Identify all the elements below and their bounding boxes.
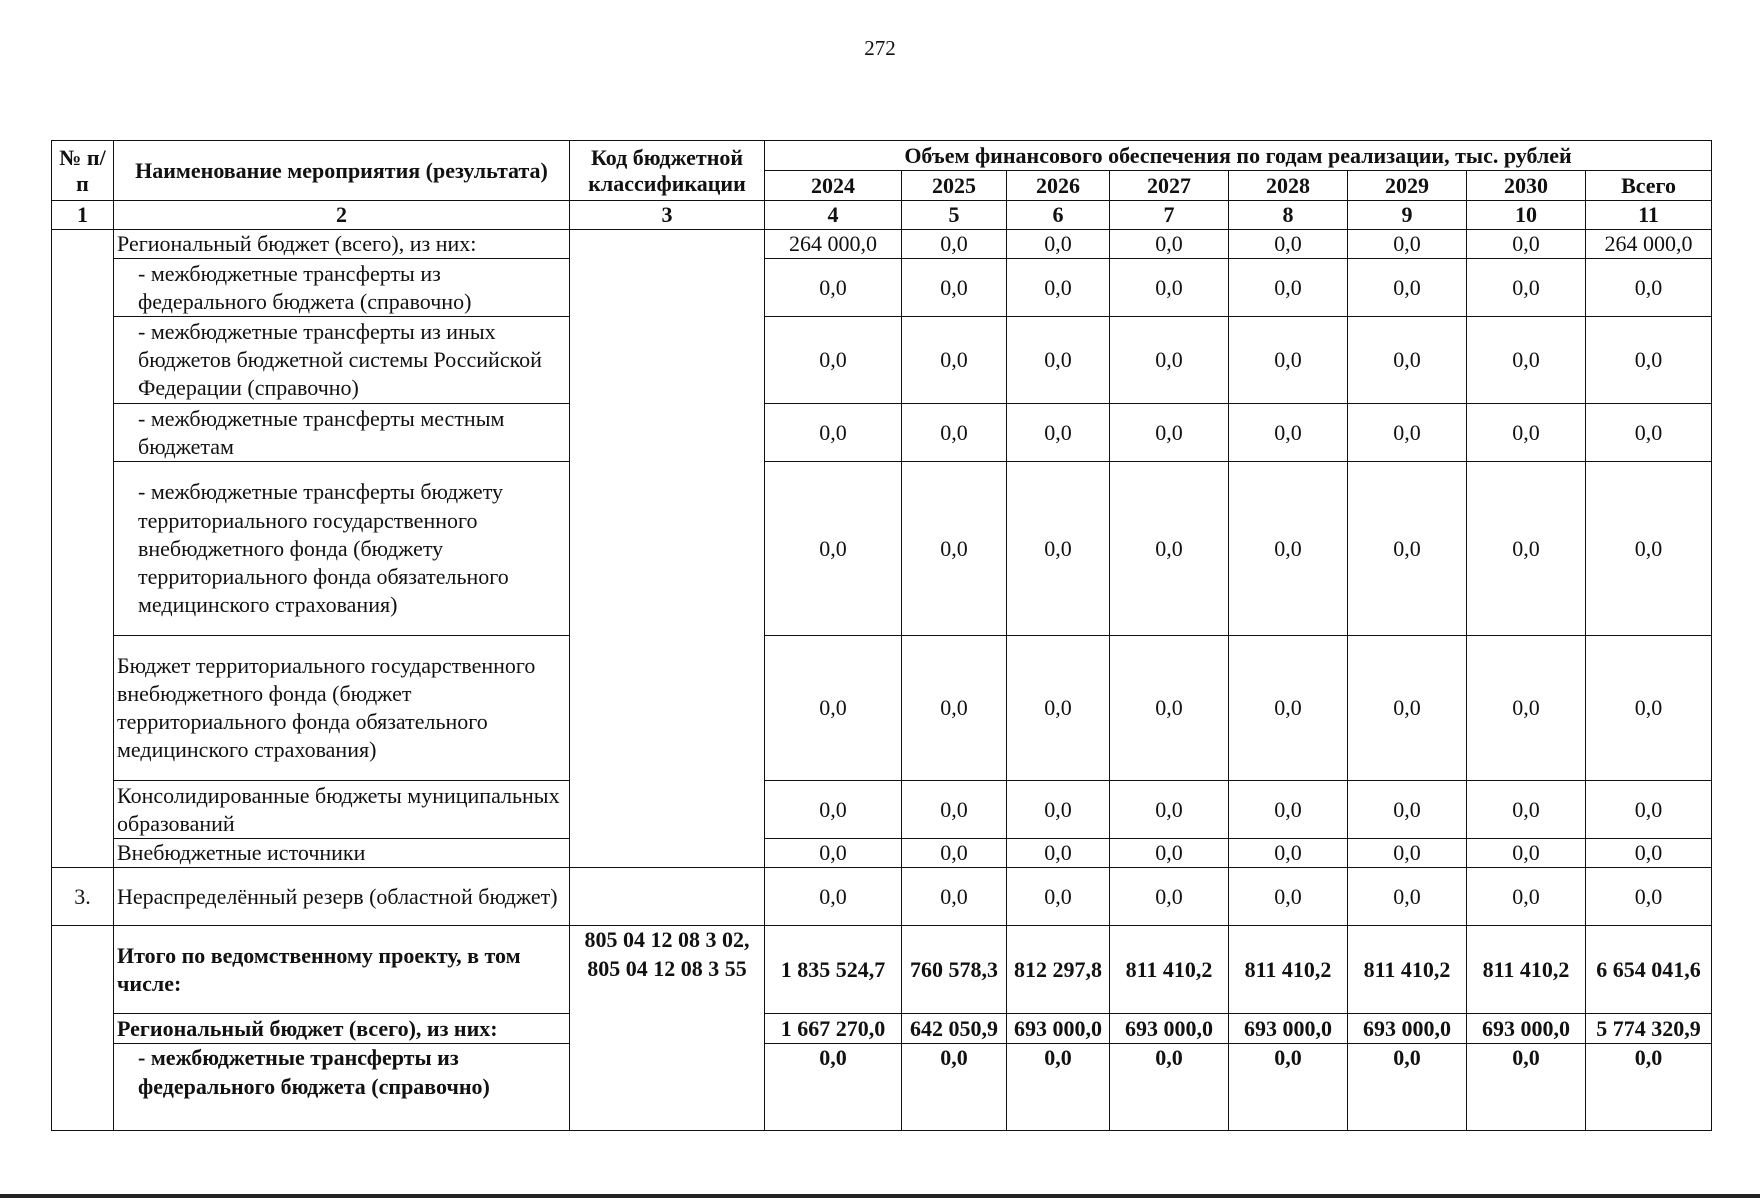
table-row xyxy=(52,636,1712,781)
value-cell: 0,0 xyxy=(902,462,1007,636)
value-cell: 0,0 xyxy=(1586,839,1712,868)
value-cell: 0,0 xyxy=(902,259,1007,317)
value-cell: 0,0 xyxy=(1110,404,1229,462)
value-cell: 0,0 xyxy=(1348,636,1467,781)
value-cell: 0,0 xyxy=(1229,462,1348,636)
row-number: 3. xyxy=(52,868,114,926)
value-cell: 0,0 xyxy=(1007,230,1110,259)
value-cell: 0,0 xyxy=(1229,868,1348,926)
value-cell: 0,0 xyxy=(1229,230,1348,259)
header-financing-volume: Объем финансового обеспечения по годам реализации, тыс. рублей xyxy=(765,141,1712,171)
row-label: Нераспределённый резерв (областной бюджет) xyxy=(114,868,570,926)
row-label: Бюджет территориального государственного внебюджетного фонда (бюджет территориального фонда обязательного медицинского страхования) xyxy=(114,636,570,781)
value-cell: 0,0 xyxy=(1348,404,1467,462)
value-cell: 811 410,2 xyxy=(1110,926,1229,1014)
table-row-total xyxy=(52,926,1712,1014)
value-cell: 0,0 xyxy=(1467,868,1586,926)
value-cell: 0,0 xyxy=(1007,636,1110,781)
value-cell: 811 410,2 xyxy=(1348,926,1467,1014)
header-year: 2026 xyxy=(1007,171,1110,201)
value-cell: 0,0 xyxy=(1007,462,1110,636)
row-budget-code xyxy=(570,868,765,926)
value-cell: 693 000,0 xyxy=(1348,1014,1467,1044)
value-cell: 0,0 xyxy=(1007,404,1110,462)
value-cell: 0,0 xyxy=(1110,230,1229,259)
column-index: 3 xyxy=(570,201,765,230)
value-cell: 693 000,0 xyxy=(1110,1014,1229,1044)
table-row xyxy=(52,839,1712,868)
value-cell: 0,0 xyxy=(1007,259,1110,317)
row-label: Региональный бюджет (всего), из них: xyxy=(114,1014,570,1044)
column-index: 1 xyxy=(52,201,114,230)
value-cell: 5 774 320,9 xyxy=(1586,1014,1712,1044)
row-number xyxy=(52,230,114,868)
value-cell: 0,0 xyxy=(902,868,1007,926)
value-cell: 0,0 xyxy=(765,868,902,926)
row-label: - межбюджетные трансферты бюджету территориального государственного внебюджетного фонда (бюджету территориального фонда обязательного медицинского страхования) xyxy=(114,462,570,636)
value-cell: 0,0 xyxy=(1586,1044,1712,1131)
value-cell: 264 000,0 xyxy=(765,230,902,259)
value-cell: 0,0 xyxy=(1110,636,1229,781)
value-cell: 0,0 xyxy=(1229,781,1348,839)
header-year: 2025 xyxy=(902,171,1007,201)
value-cell: 0,0 xyxy=(1467,781,1586,839)
value-cell: 0,0 xyxy=(1110,317,1229,404)
value-cell: 0,0 xyxy=(765,404,902,462)
value-cell: 0,0 xyxy=(902,404,1007,462)
value-cell: 0,0 xyxy=(1110,462,1229,636)
value-cell: 0,0 xyxy=(1229,404,1348,462)
value-cell: 0,0 xyxy=(765,462,902,636)
value-cell: 0,0 xyxy=(1586,259,1712,317)
value-cell: 0,0 xyxy=(1586,868,1712,926)
value-cell: 0,0 xyxy=(1467,839,1586,868)
value-cell: 0,0 xyxy=(1586,404,1712,462)
value-cell: 0,0 xyxy=(1586,636,1712,781)
value-cell: 0,0 xyxy=(1110,1044,1229,1131)
table-row xyxy=(52,404,1712,462)
value-cell: 1 835 524,7 xyxy=(765,926,902,1014)
value-cell: 0,0 xyxy=(1348,839,1467,868)
value-cell: 0,0 xyxy=(1007,1044,1110,1131)
header-name: Наименование мероприятия (результата) xyxy=(114,141,570,201)
value-cell: 0,0 xyxy=(1007,868,1110,926)
page-number: 272 xyxy=(864,36,896,60)
value-cell: 642 050,9 xyxy=(902,1014,1007,1044)
value-cell: 0,0 xyxy=(1110,781,1229,839)
value-cell: 0,0 xyxy=(1229,839,1348,868)
value-cell: 0,0 xyxy=(1348,462,1467,636)
row-budget-code xyxy=(570,230,765,868)
value-cell: 0,0 xyxy=(1586,462,1712,636)
row-label: - межбюджетные трансферты местным бюджетам xyxy=(114,404,570,462)
table-row xyxy=(52,781,1712,839)
column-index: 4 xyxy=(765,201,902,230)
value-cell: 0,0 xyxy=(1229,317,1348,404)
value-cell: 6 654 041,6 xyxy=(1586,926,1712,1014)
value-cell: 0,0 xyxy=(1586,781,1712,839)
value-cell: 812 297,8 xyxy=(1007,926,1110,1014)
row-label: Региональный бюджет (всего), из них: xyxy=(114,230,570,259)
value-cell: 0,0 xyxy=(1586,317,1712,404)
value-cell: 0,0 xyxy=(902,1044,1007,1131)
header-total: Всего xyxy=(1586,171,1712,201)
value-cell: 0,0 xyxy=(902,636,1007,781)
header-year: 2027 xyxy=(1110,171,1229,201)
row-label: - межбюджетные трансферты из иных бюджетов бюджетной системы Российской Федерации (справочно) xyxy=(114,317,570,404)
value-cell: 0,0 xyxy=(1007,781,1110,839)
table-row xyxy=(52,462,1712,636)
value-cell: 0,0 xyxy=(1467,404,1586,462)
column-index: 11 xyxy=(1586,201,1712,230)
column-index: 10 xyxy=(1467,201,1586,230)
value-cell: 0,0 xyxy=(765,781,902,839)
value-cell: 0,0 xyxy=(1007,839,1110,868)
value-cell: 811 410,2 xyxy=(1467,926,1586,1014)
value-cell: 0,0 xyxy=(1110,868,1229,926)
page-bottom-rule xyxy=(0,1194,1760,1198)
value-cell: 0,0 xyxy=(765,259,902,317)
value-cell: 0,0 xyxy=(1348,317,1467,404)
table-row xyxy=(52,1014,1712,1044)
value-cell: 811 410,2 xyxy=(1229,926,1348,1014)
value-cell: 0,0 xyxy=(1229,1044,1348,1131)
value-cell: 693 000,0 xyxy=(1229,1014,1348,1044)
value-cell: 0,0 xyxy=(1110,839,1229,868)
value-cell: 0,0 xyxy=(1348,868,1467,926)
header-year: 2029 xyxy=(1348,171,1467,201)
value-cell: 0,0 xyxy=(765,636,902,781)
column-index: 9 xyxy=(1348,201,1467,230)
value-cell: 693 000,0 xyxy=(1007,1014,1110,1044)
value-cell: 0,0 xyxy=(1467,259,1586,317)
row-label: Внебюджетные источники xyxy=(114,839,570,868)
table-row xyxy=(52,230,1712,259)
value-cell: 0,0 xyxy=(902,317,1007,404)
column-index: 6 xyxy=(1007,201,1110,230)
value-cell: 0,0 xyxy=(902,839,1007,868)
value-cell: 0,0 xyxy=(1348,230,1467,259)
value-cell: 0,0 xyxy=(1229,636,1348,781)
value-cell: 760 578,3 xyxy=(902,926,1007,1014)
header-number: № п/п xyxy=(52,141,114,201)
header-budget-code: Код бюджетной классификации xyxy=(570,141,765,201)
value-cell: 0,0 xyxy=(902,230,1007,259)
value-cell: 0,0 xyxy=(1467,1044,1586,1131)
value-cell: 0,0 xyxy=(1467,462,1586,636)
header-year: 2030 xyxy=(1467,171,1586,201)
value-cell: 0,0 xyxy=(1348,1044,1467,1131)
row-label: - межбюджетные трансферты из федерального бюджета (справочно) xyxy=(114,259,570,317)
value-cell: 1 667 270,0 xyxy=(765,1014,902,1044)
value-cell: 0,0 xyxy=(1348,781,1467,839)
value-cell: 0,0 xyxy=(1229,259,1348,317)
row-label: Итого по ведомственному проекту, в том числе: xyxy=(114,926,570,1014)
row-label: - межбюджетные трансферты из федерального бюджета (справочно) xyxy=(114,1044,570,1131)
column-index: 8 xyxy=(1229,201,1348,230)
value-cell: 0,0 xyxy=(1467,636,1586,781)
value-cell: 693 000,0 xyxy=(1467,1014,1586,1044)
header-year: 2024 xyxy=(765,171,902,201)
value-cell: 0,0 xyxy=(765,839,902,868)
column-index: 5 xyxy=(902,201,1007,230)
table-row xyxy=(52,1044,1712,1131)
value-cell: 0,0 xyxy=(902,781,1007,839)
table-row xyxy=(52,317,1712,404)
row-budget-code: 805 04 12 08 3 02, 805 04 12 08 3 55 xyxy=(570,926,765,1131)
table-row xyxy=(52,259,1712,317)
value-cell: 0,0 xyxy=(1007,317,1110,404)
column-index: 7 xyxy=(1110,201,1229,230)
value-cell: 0,0 xyxy=(1348,259,1467,317)
value-cell: 0,0 xyxy=(1467,230,1586,259)
value-cell: 0,0 xyxy=(765,317,902,404)
header-year: 2028 xyxy=(1229,171,1348,201)
table-row xyxy=(52,868,1712,926)
value-cell: 264 000,0 xyxy=(1586,230,1712,259)
value-cell: 0,0 xyxy=(765,1044,902,1131)
row-label: Консолидированные бюджеты муниципальных образований xyxy=(114,781,570,839)
value-cell: 0,0 xyxy=(1467,317,1586,404)
value-cell: 0,0 xyxy=(1110,259,1229,317)
row-number xyxy=(52,926,114,1131)
financing-table xyxy=(51,140,1712,1131)
column-index: 2 xyxy=(114,201,570,230)
